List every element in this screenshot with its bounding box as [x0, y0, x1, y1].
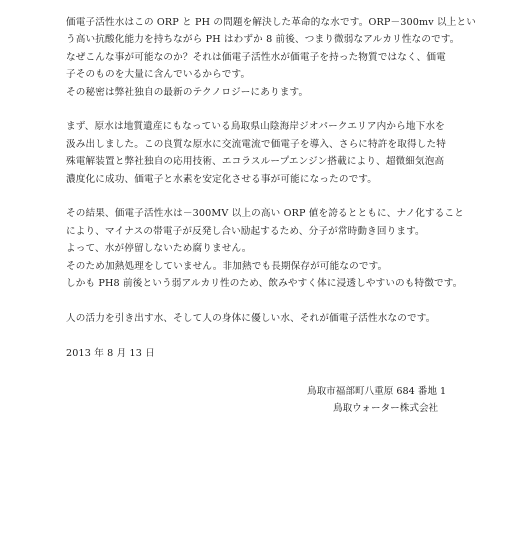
text-line: 殊電解装置と弊社独自の応用技術、エコラスループエンジン搭載により、超微細気泡高 [66, 156, 445, 168]
text-line: まず、原水は地質遺産にもなっている鳥取県山陰海岸ジオパークエリア内から地下水を [66, 121, 445, 133]
text-line: 汲み出しました。この良質な原水に交流電流で価電子を導入、さらに特許を取得した特 [66, 138, 447, 150]
text-line: により、マイナスの帯電子が反発し合い励起するため、分子が常時動き回ります。 [66, 225, 425, 237]
paragraph-source-water [66, 118, 526, 188]
signature-block [307, 383, 446, 418]
text-line: なぜこんな事が可能なのか？それは価電子活性水が価電子を持った物質ではなく、価電 [66, 51, 446, 63]
text-line: 人の活力を引き出す水、そして人の身体に優しい水、それが価電子活性水なのです。 [66, 312, 436, 324]
text-line: 子そのものを大量に含んでいるからです。 [66, 69, 251, 81]
document-body [66, 14, 526, 379]
company-name: 鳥取ウォーター株式会社 [333, 403, 439, 415]
paragraph-results [66, 205, 526, 292]
text-line: 価電子活性水はこの ORP と PH の問題を解決した革命的な水です。ORP－300mv 以上とい [66, 17, 476, 28]
text-line: う高い抗酸化能力を持ちながら PH はわずか 8 前後、つまり微弱なアルカリ性なのです。 [66, 34, 460, 46]
company-address: 鳥取市福部町八重原 684 番地 1 [307, 386, 447, 397]
text-line: その秘密は弊社独自の最新のテクノロジーにあります。 [66, 86, 309, 98]
text-line: しかも PH8 前後という弱アルカリ性のため、飲みやすく体に浸透しやすいのも特徴です。 [66, 278, 463, 290]
paragraph-conclusion [66, 310, 526, 327]
text-line: よって、水が停留しないため腐りません。 [66, 243, 252, 255]
paragraph-intro [66, 14, 526, 101]
text-line: 濃度化に成功、価電子と水素を安定化させる事が可能になったのです。 [66, 173, 378, 185]
text-line: その結果、価電子活性水は－300MV 以上の高い ORP 値を誇るとともに、ナノ化すること [66, 208, 465, 220]
document-date: 2013 年 8 月 13 日 [66, 347, 156, 359]
text-line: そのため加熱処理をしていません。非加熱でも長期保存が可能なのです。 [66, 260, 388, 272]
